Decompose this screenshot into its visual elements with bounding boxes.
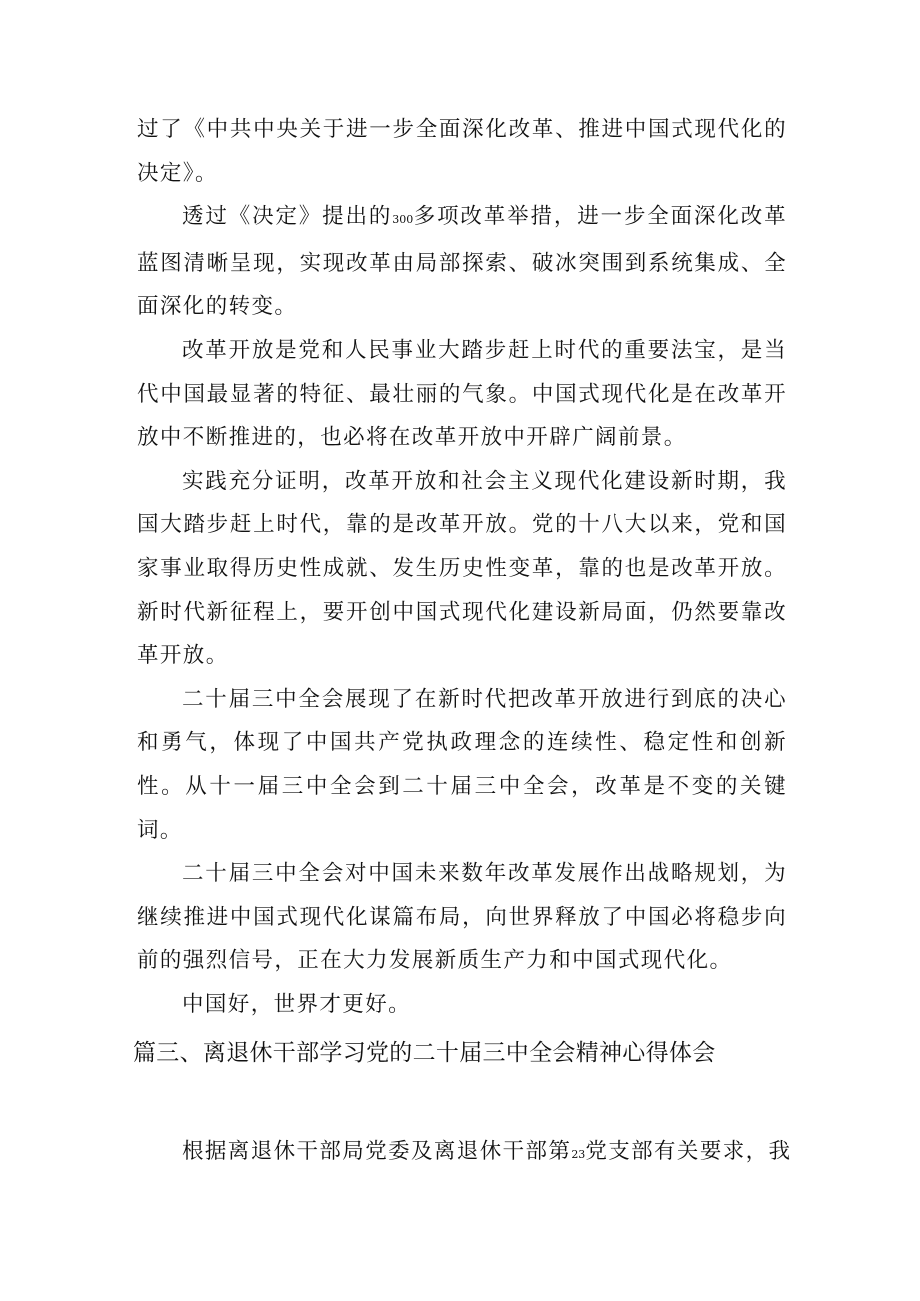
paragraph-8-number: 23 <box>571 1148 586 1161</box>
paragraph-6: 二十届三中全会对中国未来数年改革发展作出战略规划，为继续推进中国式现代化谋篇布局，向世界释放了中国必将稳步向前的强烈信号，正在大力发展新质生产力和中国式现代化。 <box>137 861 787 974</box>
paragraph-7: 中国好，世界才更好。 <box>182 991 412 1017</box>
paragraph-8-text-after: 党支部有关要求，我 <box>585 1139 792 1164</box>
paragraph-2-number: 300 <box>392 213 414 227</box>
paragraph-3: 改革开放是党和人民事业大踏步赶上时代的重要法宝，是当代中国最显著的特征、最壮丽的气象。中国式现代化是在改革开放中不断推进的，也必将在改革开放中开辟广阔前景。 <box>137 337 787 451</box>
paragraph-2 <box>137 195 787 329</box>
paragraph-4: 实践充分证明，改革开放和社会主义现代化建设新时期，我国大踏步赶上时代，靠的是改革开放。党的十八大以来，党和国家事业取得历史性成就、发生历史性变革，靠的也是改革开放。新时代新征程上，要开创中国式现代化建设新局面，仍然要靠改革开放。 <box>137 468 787 669</box>
section-heading: 篇三、离退休干部学习党的二十届三中全会精神心得体会 <box>133 1040 716 1066</box>
body-text <box>137 108 787 1026</box>
paragraph-5: 二十届三中全会展现了在新时代把改革开放进行到底的决心和勇气，体现了中国共产党执政理念的连续性、稳定性和创新性。从十一届三中全会到二十届三中全会，改革是不变的关键词。 <box>137 686 787 843</box>
paragraph-8-text-before: 根据离退休干部局党委及离退休干部第 <box>182 1139 572 1164</box>
paragraph-8 <box>137 1130 792 1177</box>
paragraph-2-text-before: 透过《决定》提出的 <box>182 204 393 230</box>
paragraph-1: 过了《中共中央关于进一步全面深化改革、推进中国式现代化的决定》。 <box>137 117 787 186</box>
paragraph-2-text-after: 多项改革举措，进一步全面深化改革蓝图清晰呈现，实现改革由局部探索、破冰突围到系统集成、全面深化的转变。 <box>137 204 788 320</box>
